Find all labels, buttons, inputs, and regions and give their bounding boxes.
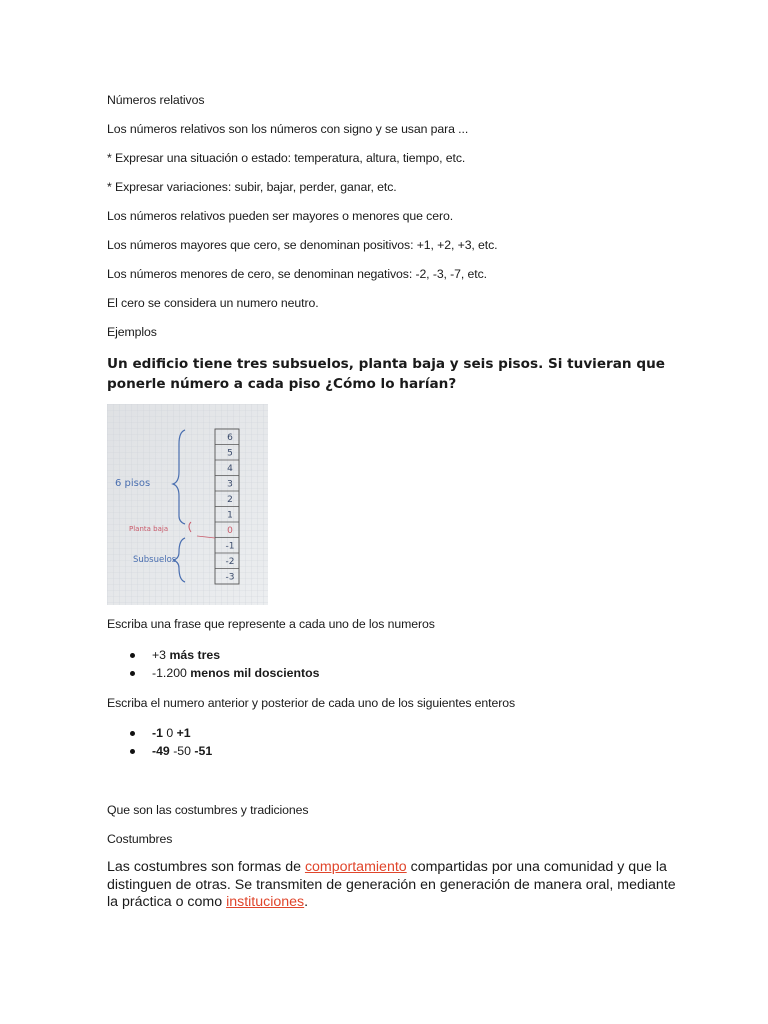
paragraph-cero: El cero se considera un numero neutro. — [107, 296, 319, 310]
costumbres-paragraph — [107, 859, 677, 912]
costumbres-text-c: . — [304, 894, 309, 910]
list-item — [107, 646, 319, 664]
list-item — [107, 664, 319, 682]
exercise2-list — [107, 724, 212, 760]
costumbres-question: Que son las costumbres y tradiciones — [107, 803, 309, 817]
list-item — [107, 724, 212, 742]
link-comportamiento[interactable]: comportamiento — [304, 859, 407, 875]
number-value: +3 — [152, 648, 167, 662]
link-instituciones[interactable]: instituciones — [226, 894, 305, 910]
exercise1-prompt: Escriba una frase que represente a cada uno de los numeros — [107, 617, 435, 631]
floor-cell-minus-3: -3 — [225, 572, 235, 583]
floor-cell-0: 0 — [227, 526, 233, 536]
costumbres-title: Costumbres — [107, 832, 173, 846]
label-subsuelos: Subsuelos — [133, 555, 177, 565]
paragraph-ejemplos: Ejemplos — [107, 325, 157, 339]
exercise1-list — [107, 646, 319, 682]
number-words: menos mil doscientos — [190, 666, 320, 680]
floor-cell-1: 1 — [227, 510, 233, 521]
label-planta-baja: Planta baja — [129, 525, 169, 533]
floor-cell-3: 3 — [227, 479, 233, 490]
number-words: más tres — [169, 648, 221, 662]
given-number: -50 — [173, 744, 191, 758]
floor-cell-4: 4 — [227, 464, 233, 474]
floor-cell-minus-2: -2 — [225, 557, 235, 567]
paragraph-positivos: Los números mayores que cero, se denominan positivos: +1, +2, +3, etc. — [107, 238, 498, 252]
exercise2-prompt: Escriba el numero anterior y posterior de cada uno de los siguientes enteros — [107, 696, 515, 710]
floor-cell-6: 6 — [227, 433, 233, 443]
problem-heading: Un edificio tiene tres subsuelos, planta baja y seis pisos. Si tuvieran que ponerle número a cada piso ¿Cómo lo harían? — [107, 356, 665, 392]
floor-cell-minus-1: -1 — [225, 541, 235, 552]
given-number: 0 — [166, 726, 174, 740]
section-title-numeros-relativos: Números relativos — [107, 93, 205, 107]
previous-number: -1 — [152, 726, 163, 740]
costumbres-text-a: Las costumbres son formas de — [107, 859, 305, 875]
paragraph-mayores-menores: Los números relativos pueden ser mayores o menores que cero. — [107, 209, 454, 223]
building-sketch-photo — [107, 404, 268, 605]
next-number: -51 — [194, 744, 213, 758]
paragraph-definition: Los números relativos son los números con signo y se usan para ... — [107, 122, 469, 136]
number-value: -1.200 — [152, 666, 187, 680]
list-item — [107, 742, 212, 760]
graph-paper-grid — [107, 404, 268, 605]
paragraph-bullet-variaciones: * Expresar variaciones: subir, bajar, perder, ganar, etc. — [107, 180, 397, 194]
paragraph-bullet-estado: * Expresar una situación o estado: temperatura, altura, tiempo, etc. — [107, 151, 466, 165]
floor-cell-2: 2 — [227, 495, 233, 505]
costumbres-text-b: compartidas por una comunidad y que la distinguen de otras. Se transmiten de generación en generación de manera oral, mediante la práctica o como — [107, 859, 676, 910]
next-number: +1 — [176, 726, 191, 740]
label-6-pisos: 6 pisos — [115, 478, 151, 489]
previous-number: -49 — [152, 744, 170, 758]
paragraph-negativos: Los números menores de cero, se denominan negativos: -2, -3, -7, etc. — [107, 267, 487, 281]
floor-cell-5: 5 — [227, 448, 233, 459]
